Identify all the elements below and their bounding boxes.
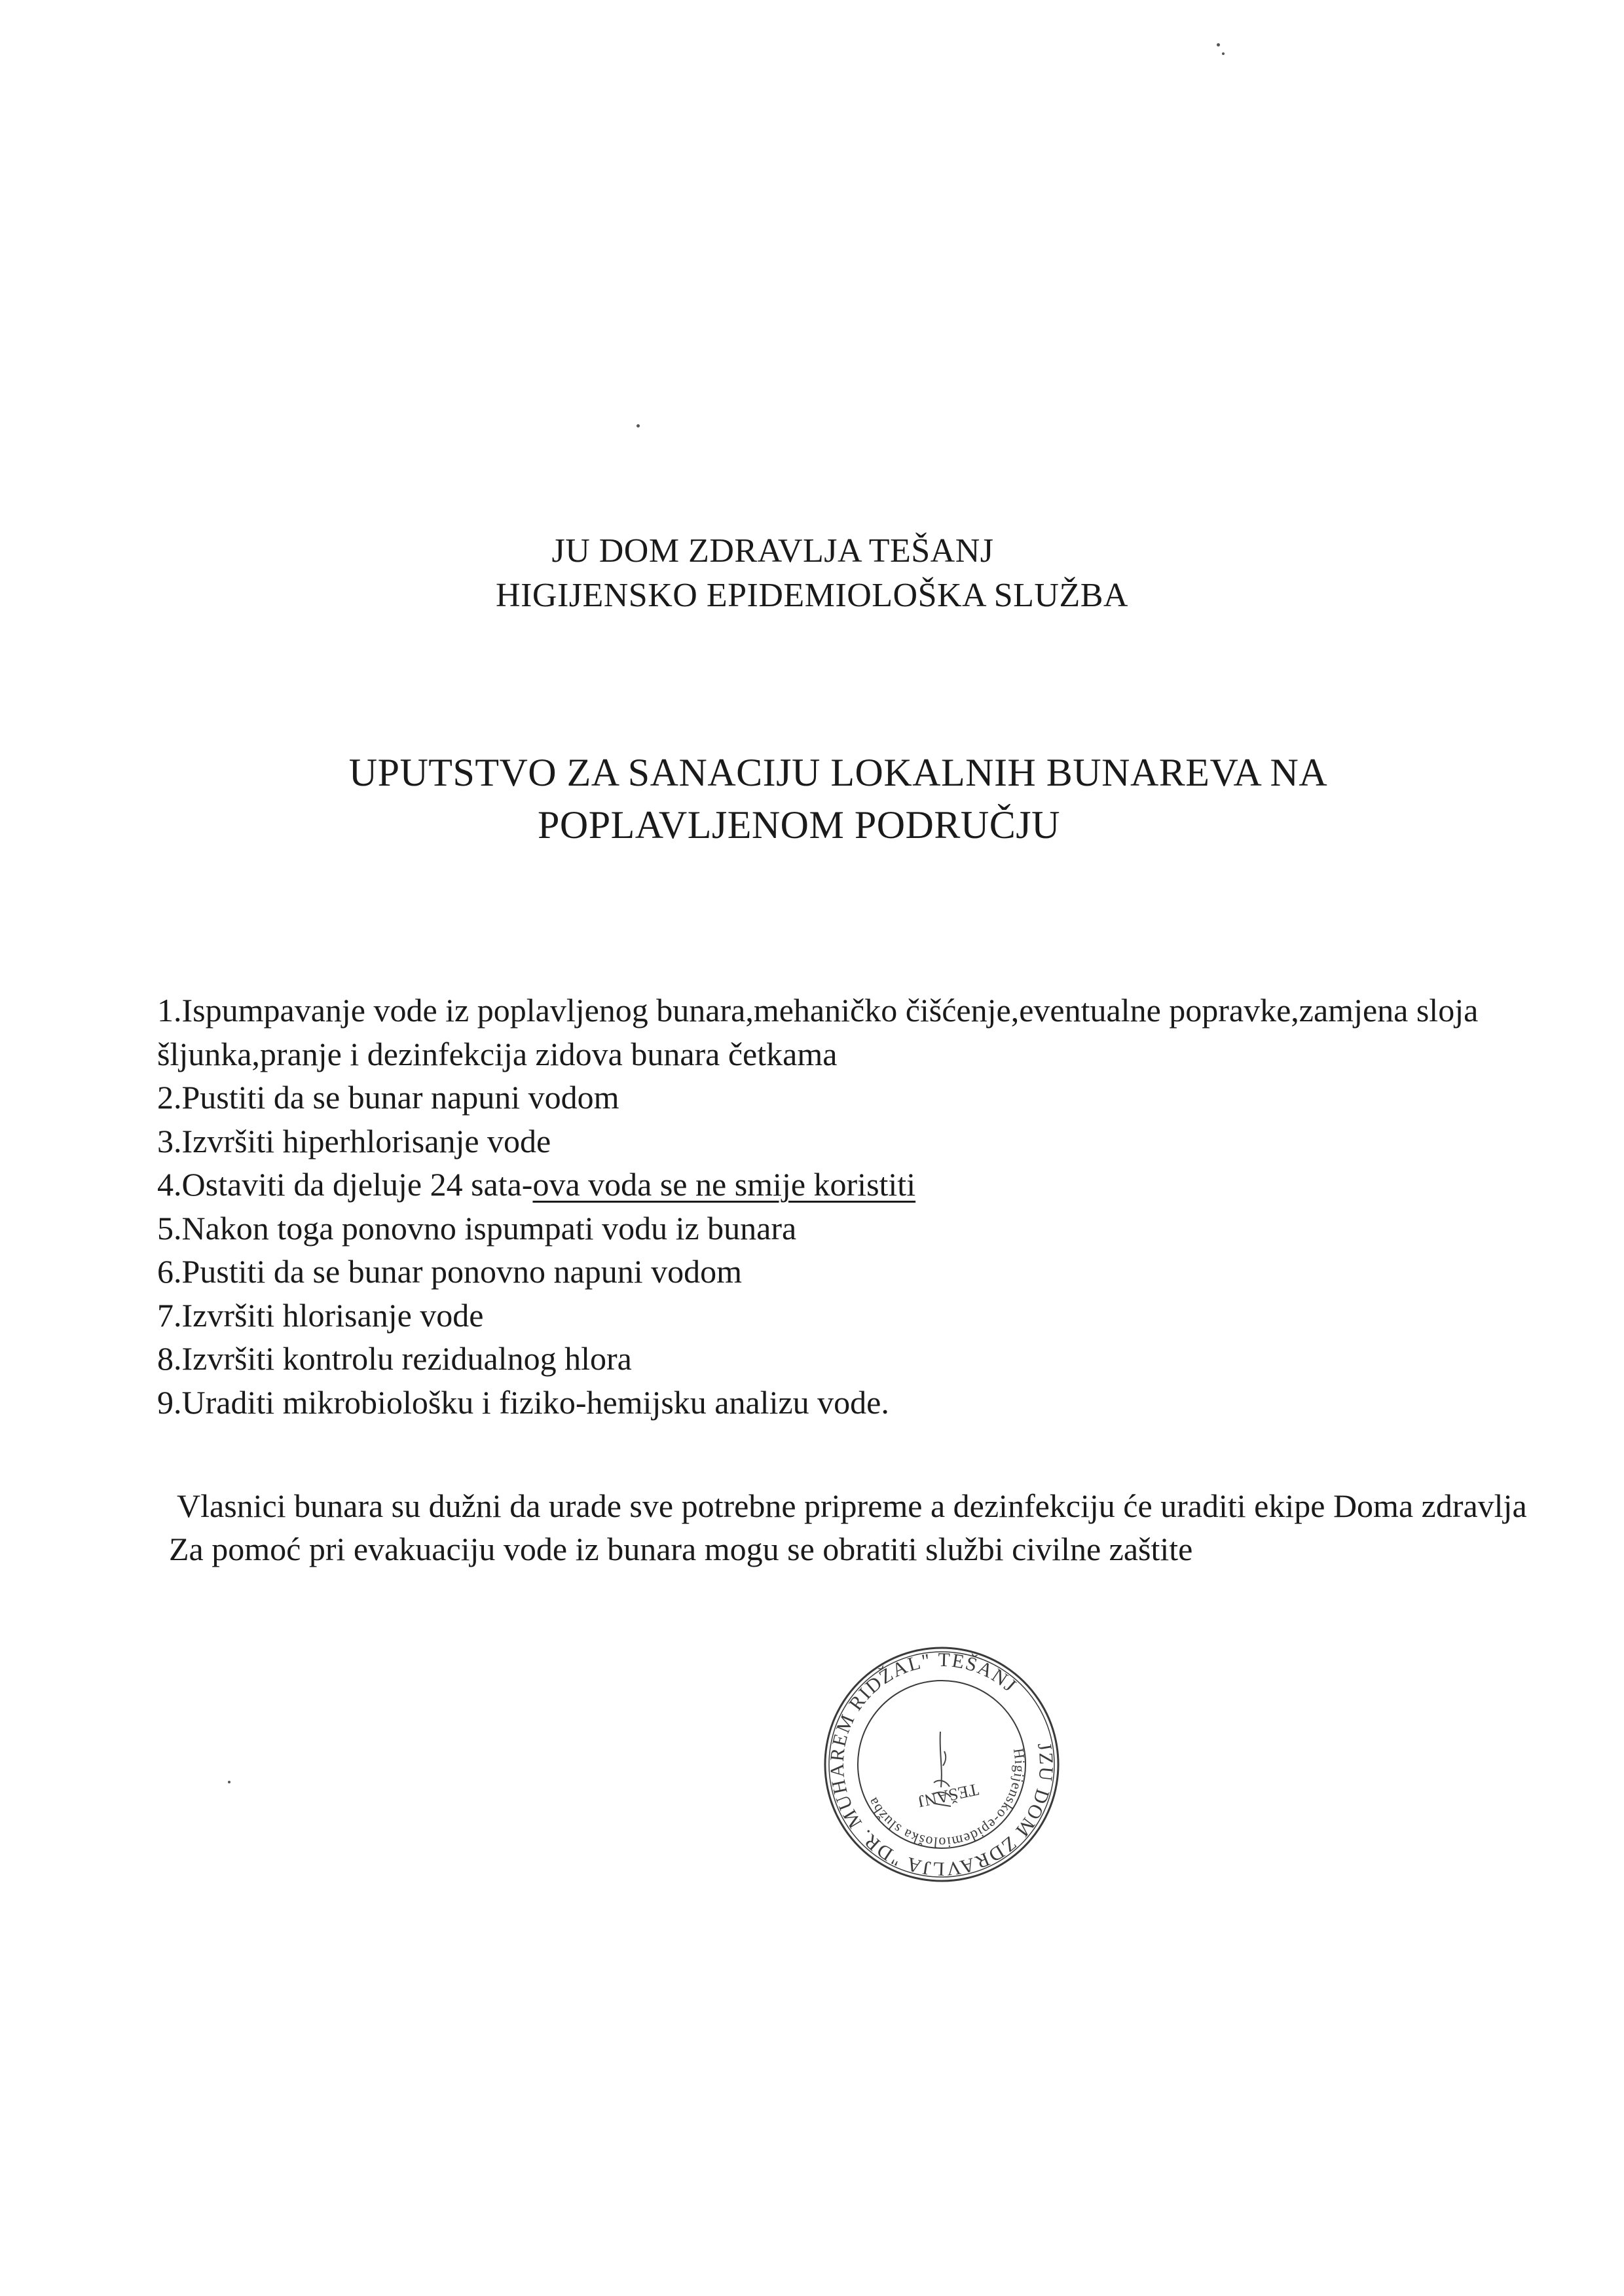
title-line-2: POPLAVLJENOM PODRUČJU	[538, 803, 1060, 847]
step-warning: ova voda se ne smije koristiti	[532, 1166, 916, 1203]
official-stamp	[811, 1640, 1073, 1889]
scan-speck	[228, 1781, 231, 1783]
stamp-inner-text: Higijensko-epidemiološka služba	[864, 1747, 1029, 1851]
institution-header	[0, 529, 1624, 618]
step-item	[157, 1163, 1532, 1207]
scan-speck	[1217, 43, 1220, 46]
instruction-steps	[157, 989, 1532, 1424]
step-item: 7.Izvršiti hlorisanje vode	[157, 1296, 484, 1334]
step-item: 6.Pustiti da se bunar ponovno napuni vodom	[157, 1253, 742, 1290]
note-owners-duty: Vlasnici bunara su dužni da urade sve potrebne pripreme a dezinfekciju će uraditi ekipe Doma zdravlja	[177, 1487, 1527, 1524]
institution-name: JU DOM ZDRAVLJA TEŠANJ	[551, 532, 994, 570]
step-item: 3.Izvršiti hiperhlorisanje vode	[157, 1122, 551, 1159]
scan-speck	[637, 424, 640, 428]
department-name: HIGIJENSKO EPIDEMIOLOŠKA SLUŽBA	[496, 577, 1128, 614]
step-text: 4.Ostaviti da djeluje 24 sata-	[157, 1166, 533, 1203]
document-title	[0, 746, 1624, 851]
step-item: 5.Nakon toga ponovno ispumpati vodu iz bunara	[157, 1209, 797, 1247]
scan-speck	[1222, 52, 1225, 55]
title-line-1: UPUTSTVO ZA SANACIJU LOKALNIH BUNAREVA NA	[348, 751, 1328, 794]
step-item: 2.Pustiti da se bunar napuni vodom	[157, 1079, 619, 1116]
step-item: 1.Ispumpavanje vode iz poplavljenog bunara,mehaničko čišćenje,eventualne popravke,zamjena sloja šljunka,pranje i dezinfekcija zidova bunara četkama	[157, 992, 1479, 1072]
step-item: 8.Izvršiti kontrolu rezidualnog hlora	[157, 1340, 632, 1377]
stamp-center-text: TEŠANJ	[916, 1779, 981, 1812]
owner-notes	[169, 1483, 1544, 1572]
note-civil-protection: Za pomoć pri evakuaciju vode iz bunara mogu se obratiti službi civilne zaštite	[169, 1531, 1193, 1567]
step-item: 9.Uraditi mikrobiološku i fiziko-hemijsku analizu vode.	[157, 1383, 889, 1421]
stamp-outer-text: JZU DOM ZDRAVLJA "DR. MUHAREM RIDŽAL" TEŠANJ	[826, 1649, 1058, 1880]
